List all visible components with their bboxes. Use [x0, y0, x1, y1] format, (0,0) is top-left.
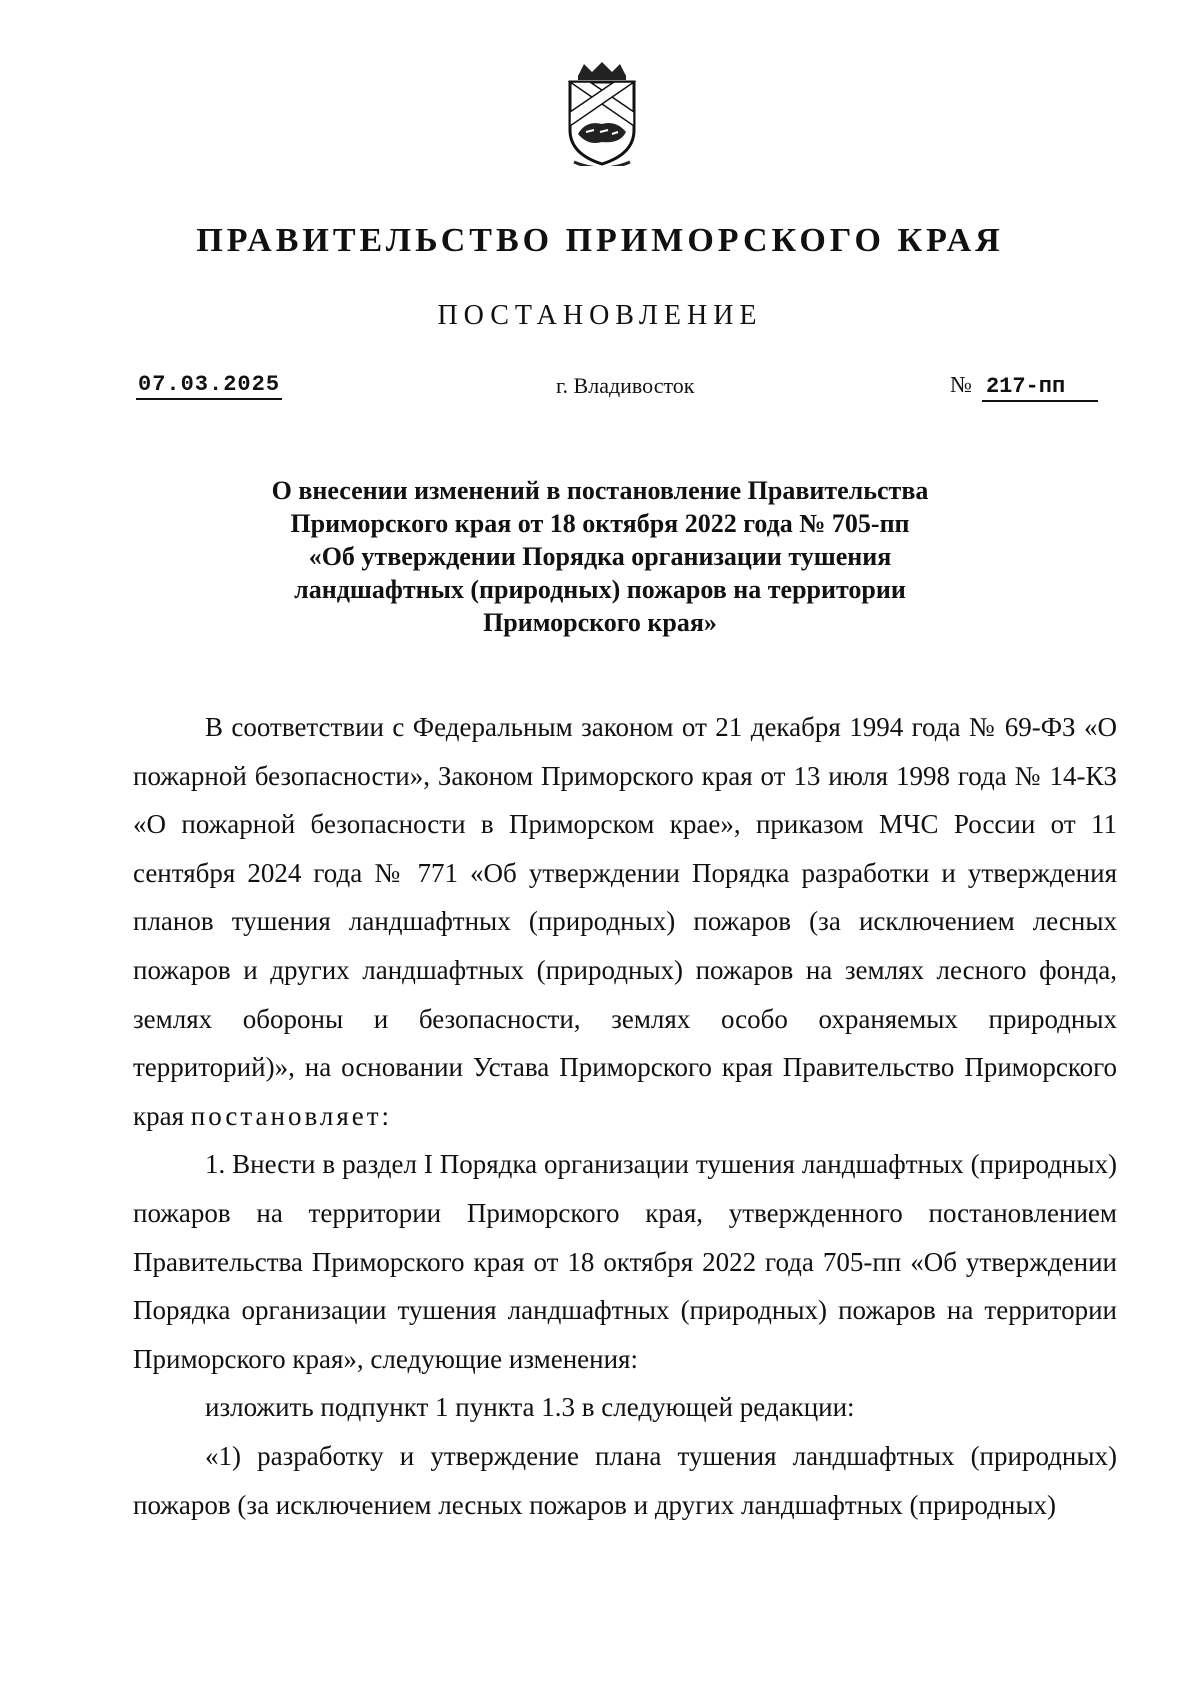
preamble-paragraph	[133, 703, 1117, 1140]
document-city: г. Владивосток	[556, 373, 695, 398]
coat-of-arms-emblem	[564, 62, 640, 166]
date-line	[0, 372, 1200, 408]
heading-line: Приморского края от 18 октября 2022 года № 705-пп	[290, 509, 910, 538]
document-heading	[200, 474, 1000, 639]
quoted-paragraph: «1) разработку и утверждение плана тушения ландшафтных (природных) пожаров (за исключением лесных пожаров и других ландшафтных (природных)	[133, 1440, 1117, 1520]
preamble-text: В соответствии с Федеральным законом от 21 декабря 1994 года № 69-ФЗ «О пожарной безопасности», Законом Приморского края от 13 июля 1998 года № 14-КЗ «О пожарной безопасности в Приморском крае», приказом МЧС России от 11 сентября 2024 года № 771 «Об утверждении Порядка разработки и утверждения планов тушения ландшафтных (природных) пожаров (за исключением лесных пожаров и других ландшафтных (природных) пожаров на землях лесного фонда, землях обороны и безопасности, землях особо охраняемых природных территорий)», на основании Устава Приморского края Правительство Приморского края	[133, 712, 1117, 1131]
document-body	[133, 703, 1117, 1529]
heading-line: Приморского края»	[483, 608, 717, 637]
number-sign: №	[950, 372, 972, 397]
instruction-paragraph: изложить подпункт 1 пункта 1.3 в следующей редакции:	[205, 1392, 855, 1423]
item-1-paragraph: 1. Внести в раздел I Порядка организации тушения ландшафтных (природных) пожаров на территории Приморского края, утвержденного постановлением Правительства Приморского края от 18 октября 2022 года 705-пп «Об утверждении Порядка организации тушения ландшафтных (природных) пожаров на территории Приморского края», следующие изменения:	[133, 1149, 1117, 1374]
heading-line: ландшафтных (природных) пожаров на территории	[294, 575, 906, 604]
organization-title: ПРАВИТЕЛЬСТВО ПРИМОРСКОГО КРАЯ	[196, 222, 1004, 259]
heading-line: О внесении изменений в постановление Правительства	[271, 476, 929, 505]
number-value: 217-пп	[982, 374, 1098, 402]
document-date: 07.03.2025	[136, 372, 282, 400]
document-type: ПОСТАНОВЛЕНИЕ	[437, 300, 763, 331]
resolves-word: постановляет:	[190, 1100, 393, 1131]
document-number	[950, 372, 1098, 402]
heading-line: «Об утверждении Порядка организации тушения	[308, 542, 892, 571]
